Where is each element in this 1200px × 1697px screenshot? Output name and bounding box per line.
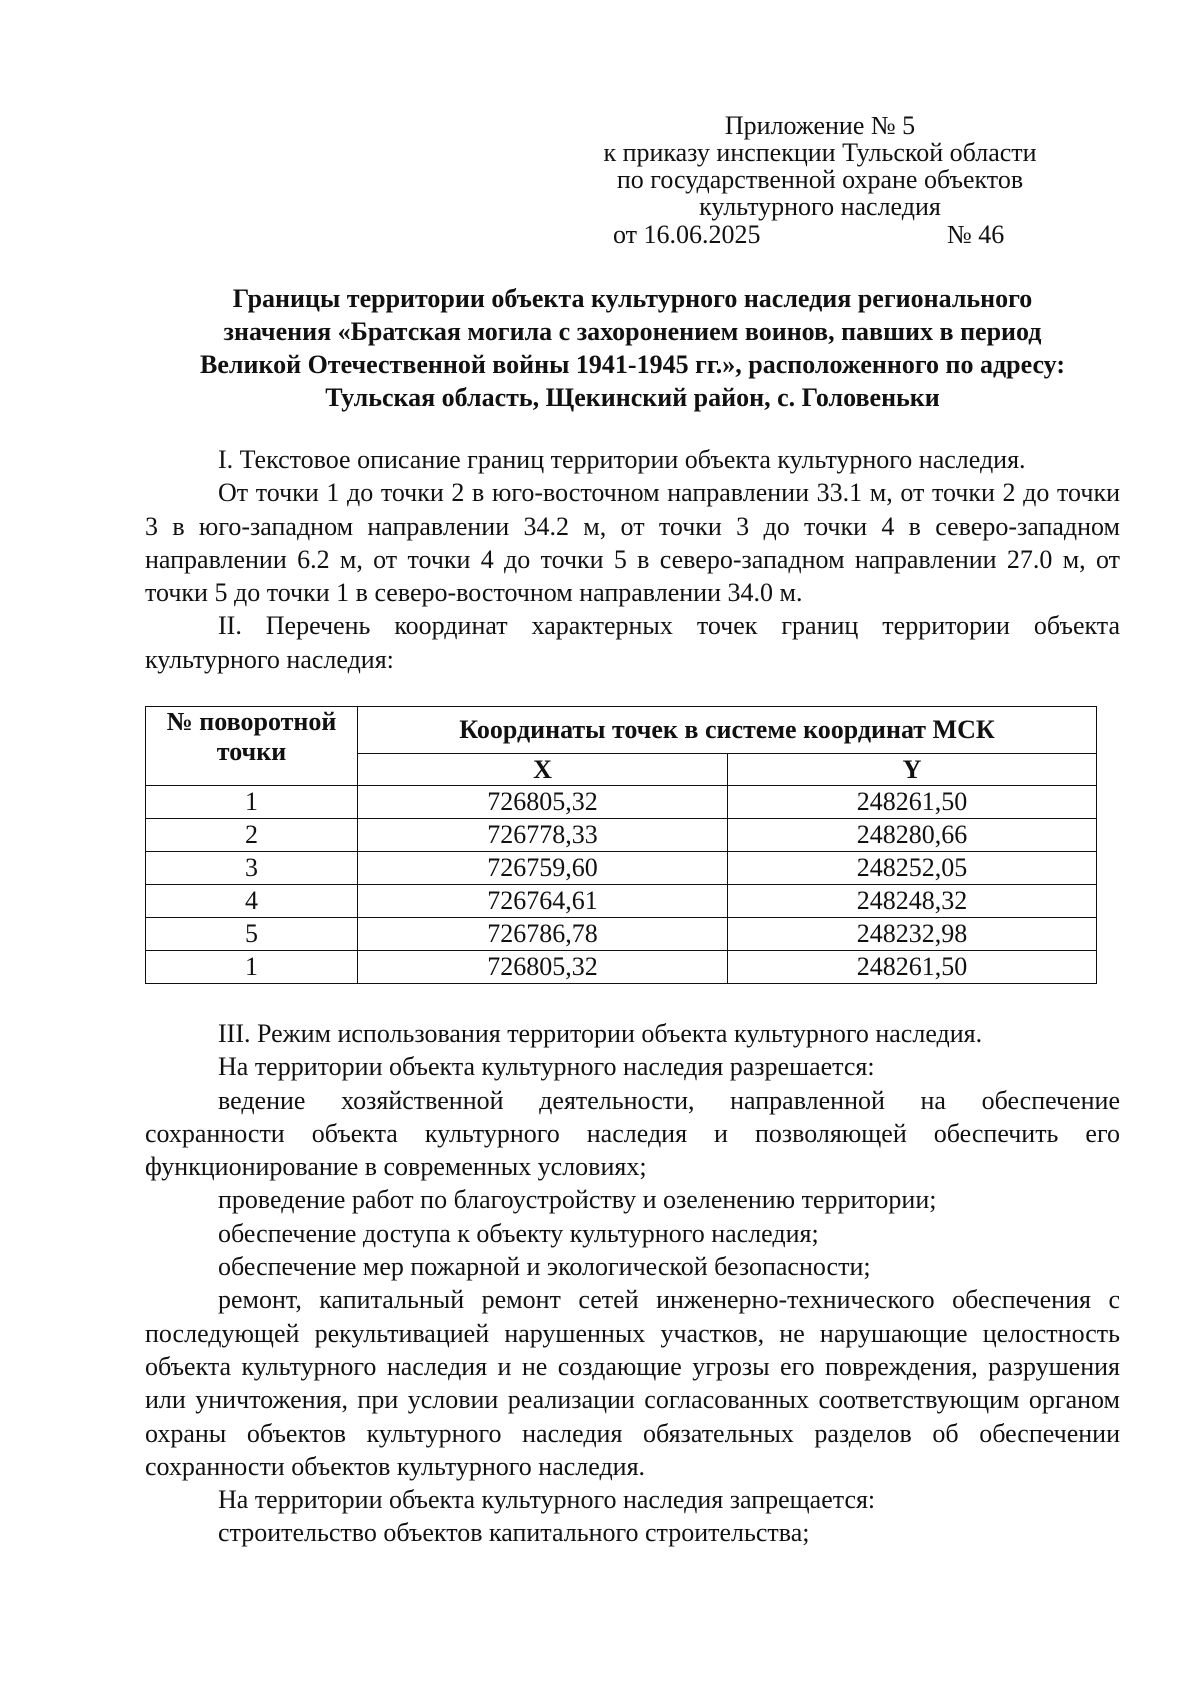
title-line: значения «Братская могила с захоронением воинов, павших в период [223, 317, 1042, 346]
annex-line: культурного наследия [699, 192, 941, 221]
boundary-description: От точки 1 до точки 2 в юго-восточном направлении 33.1 м, от точки 2 до точки 3 в юго-западном направлении 34.2 м, от точки 3 до точки 4 в северо-западном направлении 6.2 м, от точки 4 до точки 5 в северо-западном направлении 27.0 м, от точки 5 до точки 1 в северо-восточном направлении 34.0 м. [145, 478, 1120, 608]
column-header-point: № поворотной точки [146, 707, 358, 786]
point-number: 2 [146, 819, 358, 852]
order-date: от 16.06.2025 [613, 220, 761, 249]
coordinate-y: 248280,66 [728, 819, 1097, 852]
title-line: Тульская область, Щекинский район, с. Головеньки [325, 383, 940, 412]
document-title [145, 282, 1120, 414]
coordinate-y: 248232,98 [728, 918, 1097, 951]
section-usage-regime [145, 1017, 1120, 1550]
table-row [146, 786, 1097, 819]
allowed-item: проведение работ по благоустройству и озеленению территории; [218, 1185, 937, 1215]
column-header-x: X [358, 754, 728, 786]
allowed-item: ремонт, капитальный ремонт сетей инженерно-технического обеспечения с последующей рекультивацией нарушенных участков, не нарушающие целостность объекта культурного наследия и не создающие угрозы его повреждения, разрушения или уничтожения, при условии реализации согласованных соответствующим органом охраны объектов культурного наследия обязательных разделов об обеспечении сохранности объектов культурного наследия. [145, 1285, 1120, 1481]
table-row [146, 819, 1097, 852]
allowed-item: ведение хозяйственной деятельности, направленной на обеспечение сохранности объекта культурного наследия и позволяющей обеспечить его функционирование в современных условиях; [145, 1085, 1120, 1182]
allowed-item: обеспечение доступа к объекту культурного наследия; [218, 1218, 819, 1248]
annex-line: по государственной охране объектов [616, 165, 1024, 194]
allowed-item: обеспечение мер пожарной и экологической безопасности; [218, 1252, 871, 1282]
title-line: Великой Отечественной войны 1941-1945 гг.», расположенного по адресу: [200, 350, 1065, 379]
coordinate-x: 726778,33 [358, 819, 728, 852]
coordinate-x: 726805,32 [358, 951, 728, 984]
coordinate-x: 726759,60 [358, 852, 728, 885]
coordinate-x: 726764,61 [358, 885, 728, 918]
point-number: 3 [146, 852, 358, 885]
table-row [146, 918, 1097, 951]
section-2-heading: II. Перечень координат характерных точек границ территории объекта культурного наследия: [145, 611, 1120, 674]
forbidden-intro: На территории объекта культурного наследия запрещается: [218, 1485, 876, 1515]
order-number: № 46 [947, 220, 1005, 249]
coordinates-table [145, 706, 1097, 984]
forbidden-item: строительство объектов капитального строительства; [218, 1518, 810, 1548]
section-boundary-description [145, 443, 1120, 676]
point-number: 1 [146, 786, 358, 819]
section-3-heading: III. Режим использования территории объекта культурного наследия. [218, 1019, 983, 1048]
annex-header [560, 112, 1080, 220]
table-row [146, 852, 1097, 885]
point-number: 4 [146, 885, 358, 918]
table-row [146, 885, 1097, 918]
coordinate-y: 248252,05 [728, 852, 1097, 885]
coordinate-y: 248261,50 [728, 951, 1097, 984]
column-header-coordinates: Координаты точек в системе координат МСК [358, 707, 1097, 754]
point-number: 5 [146, 918, 358, 951]
annex-line: к приказу инспекции Тульской области [603, 138, 1037, 167]
allowed-intro: На территории объекта культурного наследия разрешается: [218, 1052, 875, 1082]
coordinate-y: 248248,32 [728, 885, 1097, 918]
coordinate-x: 726805,32 [358, 786, 728, 819]
table-row [146, 951, 1097, 984]
annex-line: Приложение № 5 [724, 111, 916, 140]
coordinate-x: 726786,78 [358, 918, 728, 951]
coordinate-y: 248261,50 [728, 786, 1097, 819]
section-1-heading: I. Текстовое описание границ территории объекта культурного наследия. [218, 445, 1026, 474]
column-header-y: Y [728, 754, 1097, 786]
title-line: Границы территории объекта культурного наследия регионального [232, 284, 1033, 313]
point-number: 1 [146, 951, 358, 984]
